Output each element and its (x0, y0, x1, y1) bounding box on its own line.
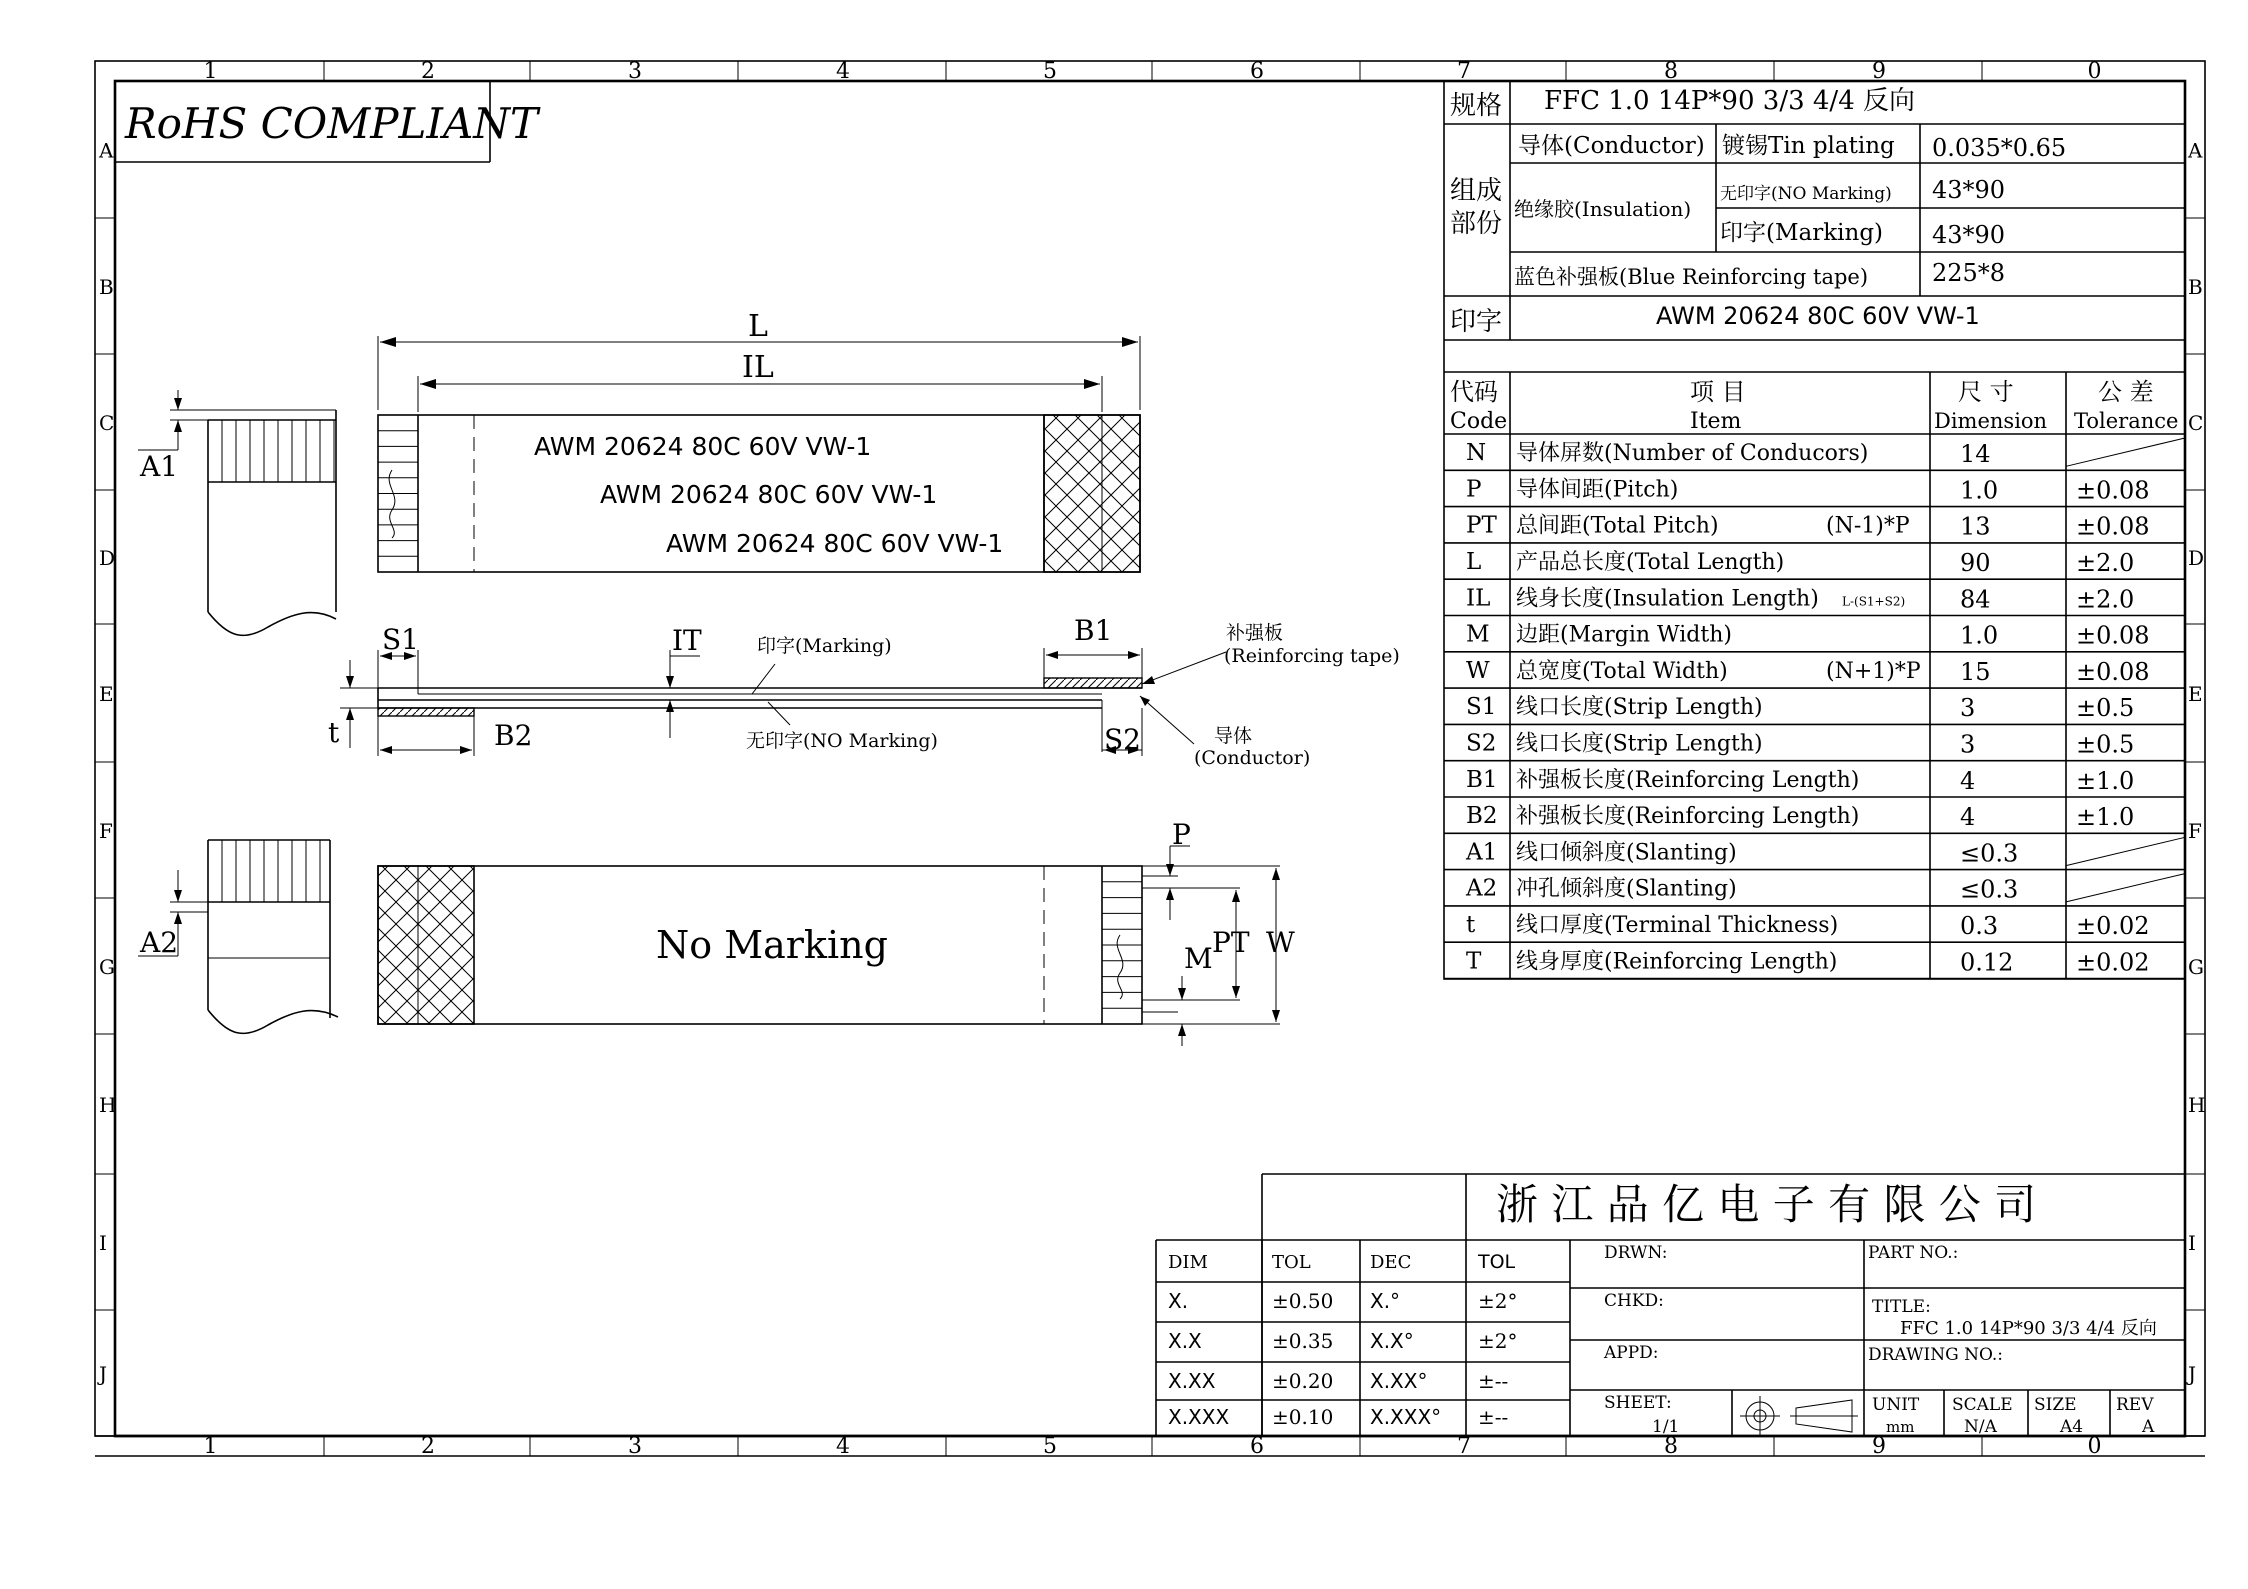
zone-col-top: 0 (2087, 59, 2102, 84)
dim-row-code: S2 (1466, 730, 1497, 757)
label-reinforcing-en: (Reinforcing tape) (1224, 645, 1400, 667)
tol-cell: ±-- (1478, 1405, 1509, 1429)
dim-row-item: 边距(Margin Width) (1516, 622, 1732, 648)
top-view-marked (378, 309, 1140, 572)
spec-label: 规格 (1450, 91, 1503, 121)
print-value: AWM 20624 80C 60V VW-1 (1656, 302, 1980, 330)
dim-row-item: 线身长度(Insulation Length) (1516, 586, 1819, 612)
dim-row-code: PT (1466, 512, 1497, 539)
tol-cell: ±0.35 (1272, 1329, 1334, 1353)
tol-header: TOL (1478, 1251, 1516, 1273)
spec-row-1-item: 绝缘胶(Insulation) (1514, 197, 1692, 221)
zone-row-left: B (99, 275, 114, 299)
dim-row-code: t (1466, 912, 1476, 939)
projection-symbol-icon (1740, 1396, 1858, 1436)
size-label: SIZE (2034, 1395, 2077, 1415)
chkd-label: CHKD: (1604, 1291, 1664, 1311)
sheet-value: 1/1 (1652, 1417, 1680, 1437)
zone-row-right: C (2188, 411, 2204, 435)
dim-row-tolerance: ±0.08 (2076, 621, 2150, 650)
dim-row-dimension: ≤0.3 (1960, 839, 2019, 868)
dim-row-code: A1 (1466, 839, 1498, 866)
tol-cell: X.XX° (1370, 1369, 1428, 1393)
zone-col-bottom: 5 (1043, 1434, 1057, 1459)
side-view (328, 614, 1400, 769)
dim-row-code: B2 (1466, 803, 1498, 830)
zone-col-top: 7 (1457, 59, 1471, 84)
marking-line-1: AWM 20624 80C 60V VW-1 (534, 432, 872, 461)
title-label: TITLE: (1872, 1297, 1931, 1317)
tol-cell: ±0.50 (1272, 1289, 1334, 1313)
dim-row-note: (N+1)*P (1826, 658, 1921, 684)
dim-row-code: P (1466, 476, 1482, 503)
label-B2: B2 (494, 719, 533, 752)
marking-line-3: AWM 20624 80C 60V VW-1 (666, 529, 1004, 558)
zone-row-right: I (2188, 1231, 2196, 1255)
rev-value: A (2142, 1417, 2155, 1437)
tol-header: DIM (1168, 1252, 1208, 1273)
dim-row-tolerance: ±0.02 (2076, 912, 2150, 941)
label-conductor-en: (Conductor) (1194, 747, 1311, 769)
detail-A1 (138, 390, 336, 635)
spec-row-3-value: 225*8 (1932, 259, 2006, 287)
dim-row-dimension: 0.3 (1960, 912, 1999, 941)
dim-row-tolerance: ±0.08 (2076, 476, 2150, 505)
zone-row-left: J (99, 1362, 108, 1386)
zone-row-left: E (99, 682, 114, 706)
header-dim-en: Dimension (1934, 409, 2048, 433)
unit-value: mm (1886, 1418, 1915, 1436)
dim-row-item: 线口长度(Strip Length) (1516, 731, 1763, 757)
dim-row-item: 线口厚度(Terminal Thickness) (1516, 913, 1839, 939)
label-A1: A1 (140, 450, 179, 483)
label-P: P (1172, 818, 1191, 851)
dim-row-code: S1 (1466, 694, 1497, 721)
zone-col-bottom: 1 (203, 1434, 218, 1459)
dim-row-dimension: 4 (1960, 803, 1976, 832)
zone-col-top: 9 (1872, 59, 1886, 84)
label-IL: IL (742, 350, 774, 385)
tol-cell: X.X° (1370, 1329, 1414, 1353)
zone-col-top: 4 (836, 59, 850, 84)
dim-row-code: L (1466, 549, 1482, 576)
label-A2: A2 (140, 926, 179, 959)
dim-row-dimension: 3 (1960, 730, 1976, 759)
tol-header: TOL (1272, 1252, 1311, 1273)
label-conductor-cn: 导体 (1214, 725, 1253, 747)
dim-row-dimension: 84 (1960, 585, 1991, 614)
zone-col-top: 8 (1664, 59, 1678, 84)
dim-row-item: 产品总长度(Total Length) (1516, 550, 1785, 576)
zone-col-bottom: 3 (628, 1434, 642, 1459)
scale-value: N/A (1964, 1417, 1997, 1437)
dim-row-dimension: 0.12 (1960, 948, 2014, 977)
zone-col-top: 1 (203, 59, 218, 84)
part-no-label: PART NO.: (1868, 1243, 1959, 1263)
tol-cell: ±2° (1478, 1329, 1518, 1353)
spec-row-0-sub: 镀锡Tin plating (1722, 133, 1895, 159)
dim-row-tolerance: ±0.08 (2076, 512, 2150, 541)
spec-row-0-value: 0.035*0.65 (1932, 134, 2067, 162)
spec-row-3-item: 蓝色补强板(Blue Reinforcing tape) (1514, 265, 1869, 289)
tol-cell: X.X (1168, 1329, 1202, 1353)
drawing-no-label: DRAWING NO.: (1868, 1345, 2004, 1365)
tol-cell: X.° (1370, 1289, 1401, 1313)
tol-cell: ±0.20 (1272, 1369, 1334, 1393)
dim-row-tolerance-na (2066, 874, 2185, 902)
spec-row-2-sub: 印字(Marking) (1720, 220, 1884, 246)
zone-row-left: C (99, 411, 115, 435)
company-name: 浙 江 品 亿 电 子 有 限 公 司 (1496, 1180, 2037, 1229)
scale-label: SCALE (1952, 1395, 2013, 1415)
label-B1: B1 (1074, 614, 1113, 647)
zone-row-right: E (2188, 682, 2203, 706)
label-PT: PT (1212, 926, 1250, 959)
dim-row-code: IL (1466, 585, 1491, 612)
zone-row-right: D (2188, 546, 2205, 570)
tol-cell: X.XXX° (1370, 1405, 1442, 1429)
dim-row-item: 总宽度(Total Width) (1516, 658, 1728, 684)
zone-row-left: D (99, 546, 116, 570)
zone-col-top: 3 (628, 59, 642, 84)
header-tol-en: Tolerance (2074, 409, 2179, 433)
zone-col-top: 2 (421, 59, 435, 84)
dim-row-code: M (1466, 621, 1490, 648)
print-label: 印字 (1450, 307, 1503, 337)
zone-col-top: 5 (1043, 59, 1057, 84)
marking-line-2: AWM 20624 80C 60V VW-1 (600, 480, 938, 509)
dim-row-note: L-(S1+S2) (1842, 594, 1906, 609)
dim-row-dimension: 90 (1960, 549, 1991, 578)
dim-row-note: (N-1)*P (1826, 513, 1910, 539)
zone-row-left: H (99, 1093, 117, 1117)
dim-row-tolerance: ±0.5 (2076, 694, 2135, 723)
detail-A2 (138, 840, 338, 1033)
dim-row-dimension: 1.0 (1960, 476, 1999, 505)
dim-row-tolerance: ±1.0 (2076, 803, 2135, 832)
tol-cell: ±2° (1478, 1289, 1518, 1313)
header-code-en: Code (1450, 409, 1508, 434)
rohs-box (115, 81, 541, 162)
dim-row-item: 补强板长度(Reinforcing Length) (1516, 767, 1860, 793)
dim-row-dimension: 15 (1960, 657, 1991, 686)
spec-row-0-item: 导体(Conductor) (1518, 133, 1705, 159)
zone-row-right: H (2188, 1093, 2206, 1117)
dim-row-code: A2 (1466, 875, 1498, 902)
dim-row-dimension: 4 (1960, 766, 1976, 795)
dim-row-tolerance: ±0.5 (2076, 730, 2135, 759)
label-M: M (1184, 942, 1213, 975)
dim-row-tolerance: ±0.08 (2076, 657, 2150, 686)
spec-row-1-sub: 无印字(NO Marking) (1720, 184, 1892, 204)
label-t: t (328, 716, 340, 749)
dim-row-tolerance: ±2.0 (2076, 585, 2135, 614)
dim-row-item: 线口长度(Strip Length) (1516, 695, 1763, 721)
header-tol-cn: 公 差 (2098, 378, 2154, 406)
label-W: W (1266, 926, 1295, 959)
zone-col-bottom: 4 (836, 1434, 850, 1459)
tol-header: DEC (1370, 1252, 1412, 1273)
sheet-label: SHEET: (1604, 1393, 1672, 1413)
zone-row-right: B (2188, 275, 2203, 299)
zone-row-left: A (99, 138, 114, 163)
label-IT: IT (672, 624, 702, 657)
zone-row-left: I (99, 1231, 107, 1255)
zone-col-top: 6 (1250, 59, 1264, 84)
tol-cell: X.XX (1168, 1369, 1216, 1393)
rev-label: REV (2116, 1395, 2154, 1415)
zone-col-bottom: 7 (1457, 1434, 1471, 1459)
zone-row-right: G (2188, 955, 2204, 979)
spec-row-1-value: 43*90 (1932, 176, 2006, 204)
header-item-en: Item (1690, 409, 1742, 434)
dim-row-item: 导体间距(Pitch) (1516, 477, 1679, 503)
dim-row-tolerance-na (2066, 438, 2185, 466)
header-item-cn: 项 目 (1690, 378, 1746, 406)
tol-cell: X.XXX (1168, 1405, 1230, 1429)
dim-row-dimension: 14 (1960, 440, 1991, 469)
drwn-label: DRWN: (1604, 1243, 1668, 1263)
zone-col-bottom: 9 (1872, 1434, 1886, 1459)
appd-label: APPD: (1604, 1343, 1659, 1363)
rohs-label: RoHS COMPLIANT (125, 99, 539, 148)
dim-row-item: 线口倾斜度(Slanting) (1516, 840, 1737, 866)
zone-col-bottom: 0 (2087, 1434, 2102, 1459)
dim-row-tolerance: ±1.0 (2076, 766, 2135, 795)
spec-value: FFC 1.0 14P*90 3/3 4/4 反向 (1544, 86, 1915, 116)
dim-row-item: 导体屏数(Number of Conducors) (1516, 441, 1869, 467)
label-reinforcing-cn: 补强板 (1226, 622, 1284, 644)
dim-row-tolerance: ±0.02 (2076, 948, 2150, 977)
label-S1: S1 (382, 623, 419, 656)
size-value: A4 (2060, 1417, 2084, 1437)
dim-row-code: T (1466, 948, 1482, 975)
tol-cell: ±0.10 (1272, 1405, 1334, 1429)
spec-row-2-value: 43*90 (1932, 221, 2006, 249)
zone-row-right: J (2188, 1362, 2197, 1386)
title-value: FFC 1.0 14P*90 3/3 4/4 反向 (1900, 1318, 2157, 1339)
label-no-marking: 无印字(NO Marking) (746, 730, 938, 752)
tol-cell: X. (1168, 1289, 1189, 1313)
label-marking: 印字(Marking) (757, 635, 892, 657)
dim-row-dimension: 3 (1960, 694, 1976, 723)
dim-row-tolerance-na (2066, 837, 2185, 865)
dim-row-code: N (1466, 440, 1487, 467)
dim-row-item: 补强板长度(Reinforcing Length) (1516, 804, 1860, 830)
label-L: L (748, 309, 768, 344)
zone-row-right: A (2188, 138, 2203, 163)
zone-row-right: F (2188, 819, 2202, 843)
dim-row-tolerance: ±2.0 (2076, 549, 2135, 578)
zone-col-bottom: 6 (1250, 1434, 1264, 1459)
dim-row-dimension: ≤0.3 (1960, 875, 2019, 904)
label-S2: S2 (1104, 723, 1141, 756)
zone-col-bottom: 2 (421, 1434, 435, 1459)
header-dim-cn: 尺 寸 (1958, 378, 2014, 406)
unit-label: UNIT (1872, 1395, 1920, 1415)
zone-row-left: F (99, 819, 113, 843)
dim-row-item: 总间距(Total Pitch) (1516, 513, 1719, 539)
tolerance-table (1168, 1251, 1517, 1429)
label-no-marking-body: No Marking (656, 923, 888, 967)
dim-row-code: B1 (1466, 766, 1498, 793)
dim-row-item: 冲孔倾斜度(Slanting) (1516, 876, 1737, 902)
composition-label-2: 部份 (1450, 209, 1503, 239)
dim-row-dimension: 1.0 (1960, 621, 1999, 650)
dimension-rows (1444, 438, 2185, 979)
zone-row-left: G (99, 955, 115, 979)
bottom-view-unmarked (378, 818, 1295, 1046)
dim-row-dimension: 13 (1960, 512, 1991, 541)
dim-row-code: W (1466, 657, 1490, 684)
dim-row-item: 线身厚度(Reinforcing Length) (1516, 949, 1838, 975)
zone-col-bottom: 8 (1664, 1434, 1678, 1459)
composition-label-1: 组成 (1450, 176, 1503, 206)
header-code-cn: 代码 (1450, 378, 1498, 406)
tol-cell: ±-- (1478, 1369, 1509, 1393)
